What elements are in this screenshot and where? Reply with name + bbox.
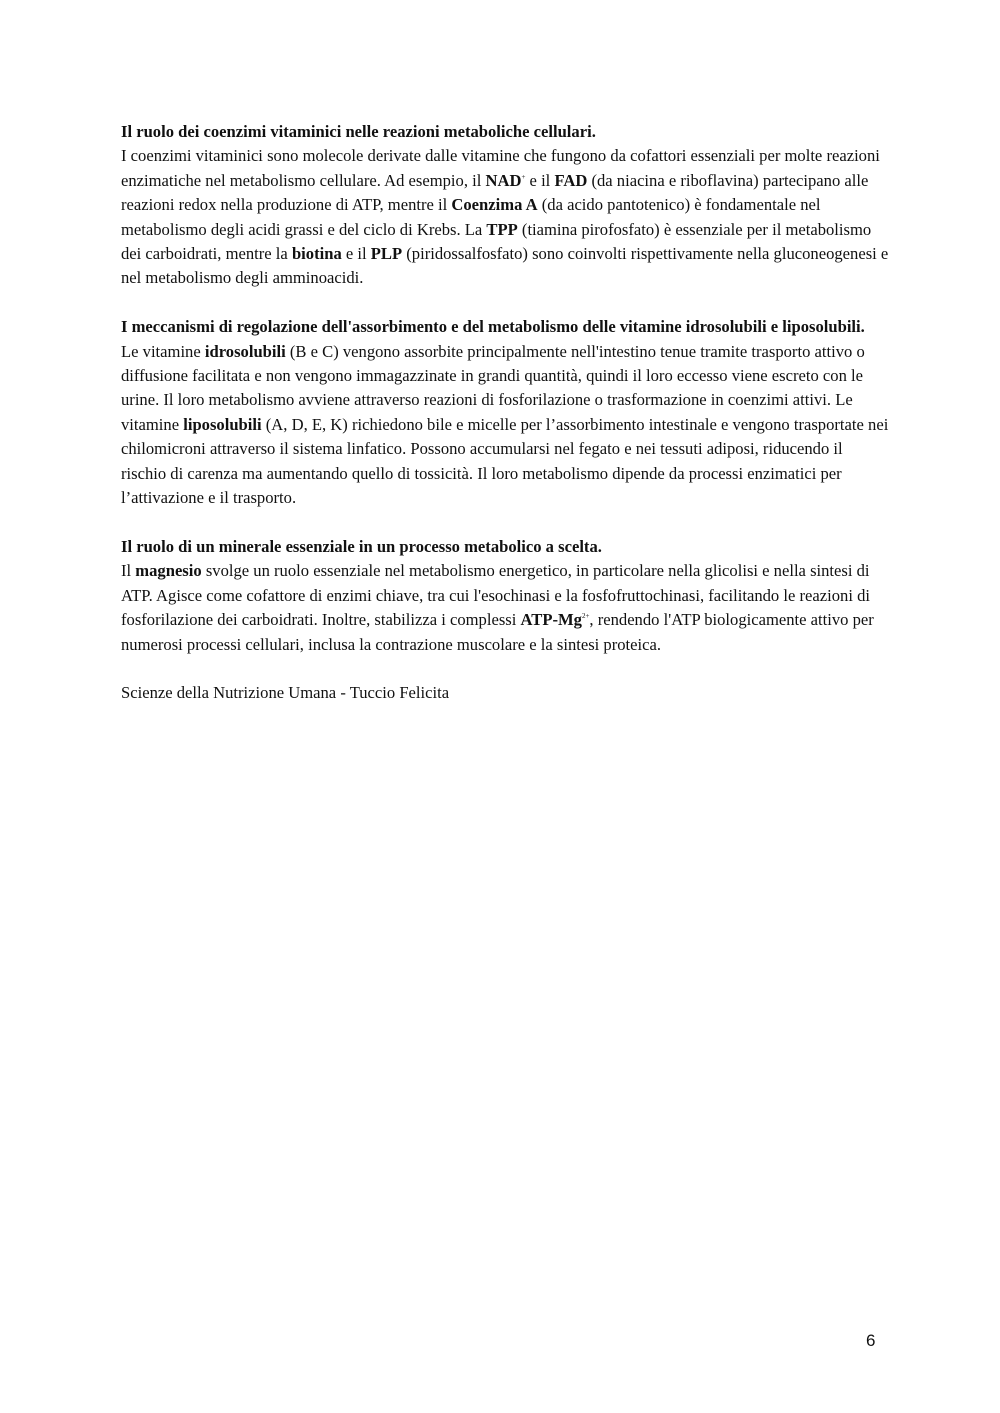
bold-term: liposolubili	[183, 414, 262, 434]
text-run: (da acido pantotenico) è fondamentale nel metabolismo degli acidi grassi e del ciclo di Krebs. La	[121, 195, 821, 239]
section	[121, 535, 889, 657]
text-run: , rendendo l'ATP biologicamente attivo per numerosi processi cellulari, inclusa la contrazione muscolare e la sintesi proteica.	[121, 610, 874, 654]
section-paragraph	[121, 559, 889, 657]
footer-note: Scienze della Nutrizione Umana - Tuccio Felicita	[121, 683, 450, 703]
bold-term: PLP	[370, 244, 403, 264]
bold-term: Coenzima A	[451, 195, 538, 215]
section-paragraph	[121, 340, 889, 511]
page-number: 6	[866, 1331, 876, 1350]
section-heading: Il ruolo di un minerale essenziale in un processo metabolico a scelta.	[121, 536, 602, 556]
bold-term: ATP-Mg	[520, 610, 582, 630]
text-run: (B e C) vengono assorbite principalmente nell'intestino tenue tramite trasporto attivo o diffusione facilitata e non vengono immagazzinate in grandi quantità, quindi il loro eccesso viene escreto con le urine. Il loro metabolismo avviene attraverso reazioni di fosforilazione o trasformazione in coenzimi attivi. Le vitamine	[121, 341, 865, 434]
bold-term: NAD	[485, 170, 522, 190]
text-run: Il	[121, 561, 136, 581]
section-heading: Il ruolo dei coenzimi vitaminici nelle reazioni metaboliche cellulari.	[121, 122, 596, 141]
bold-term: idrosolubili	[204, 341, 286, 361]
bold-term: TPP	[486, 219, 518, 239]
section-paragraph	[121, 144, 889, 290]
bold-term: FAD	[554, 170, 588, 190]
superscript: +	[521, 172, 526, 181]
text-run: e il	[525, 170, 555, 190]
text-run: (piridossalfosfato) sono coinvolti rispettivamente nella gluconeogenesi e nel metabolismo degli amminoacidi.	[121, 244, 889, 288]
text-run: (tiamina pirofosfato) è essenziale per il metabolismo dei carboidrati, mentre la	[121, 219, 872, 264]
text-run: I coenzimi vitaminici sono molecole derivate dalle vitamine che fungono da cofattori essenziali per molte reazioni enzimatiche nel metabolismo cellulare. Ad esempio, il	[121, 146, 880, 190]
spacer	[121, 510, 889, 534]
text-run: Le vitamine	[121, 341, 205, 361]
bold-term: biotina	[291, 244, 342, 264]
text-run: e il	[341, 244, 371, 264]
section	[121, 315, 889, 510]
text-run: svolge un ruolo essenziale nel metabolismo energetico, in particolare nella glicolisi e nella sintesi di ATP. Agisce come cofattore di enzimi chiave, tra cui l'esochinasi e la fosfofruttochinasi, facilitando le reazioni di fosforilazione dei carboidrati. Inoltre, stabilizza i complessi	[121, 561, 870, 630]
superscript: 2+	[581, 612, 590, 621]
document-body	[121, 120, 889, 706]
spacer	[121, 657, 889, 681]
bold-term: magnesio	[135, 561, 202, 581]
text-run: (da niacina e riboflavina) partecipano alle reazioni redox nella produzione di ATP, mentre il	[121, 170, 869, 215]
section	[121, 120, 889, 291]
section-heading: I meccanismi di regolazione dell'assorbimento e del metabolismo delle vitamine idrosolubili e liposolubili.	[121, 317, 865, 337]
text-run: (A, D, E, K) richiedono bile e micelle per l’assorbimento intestinale e vengono trasportate nei chilomicroni attraverso il sistema linfatico. Possono accumularsi nel fegato e nei tessuti adiposi, riducendo il rischio di carenza ma aumentando quello di tossicità. Il loro metabolismo dipende da processi enzimatici per l’attivazione e il trasporto.	[121, 414, 889, 508]
spacer	[121, 291, 889, 315]
